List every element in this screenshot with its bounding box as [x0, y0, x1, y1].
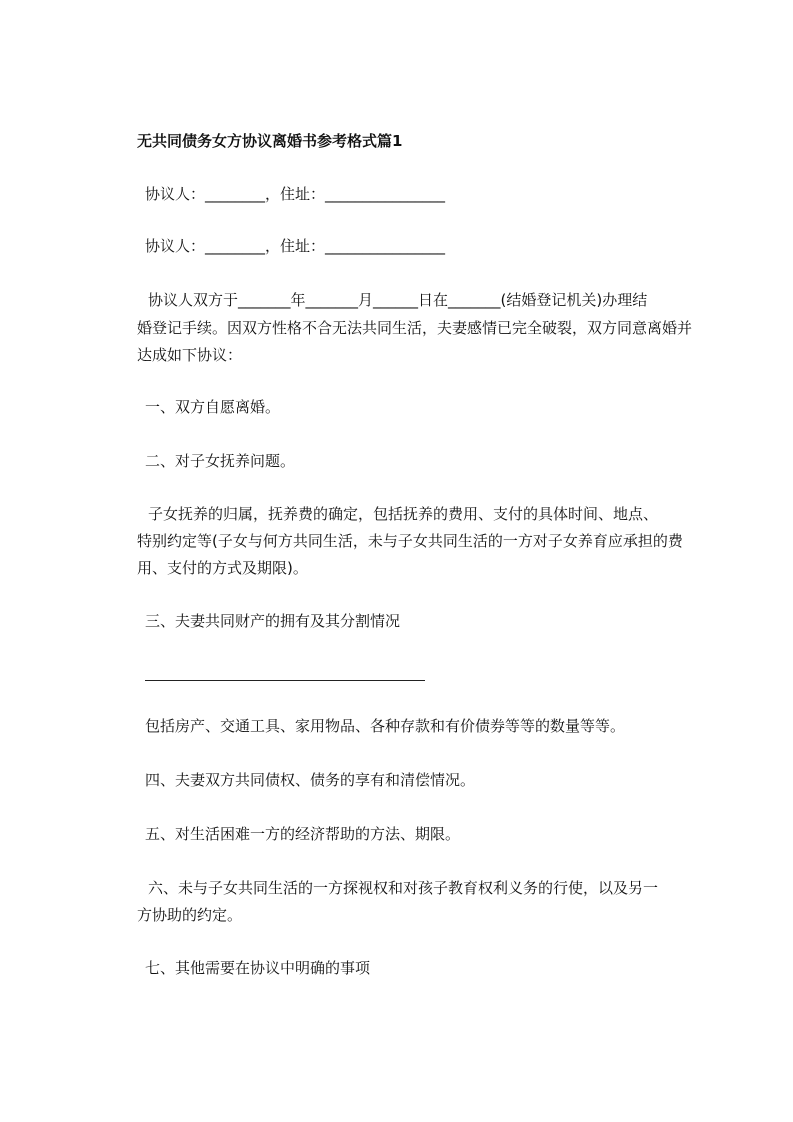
- item-4: 四、夫妻双方共同债权、债务的享有和清偿情况。: [145, 771, 476, 789]
- item-3-detail: 包括房产、交通工具、家用物品、各种存款和有价债券等等的数量等等。: [145, 717, 626, 735]
- document-title: 无共同债务女方协议离婚书参考格式篇1: [137, 132, 403, 150]
- item-2-detail-line-3: 用、支付的方式及期限)。: [137, 559, 308, 577]
- item-1: 一、双方自愿离婚。: [145, 398, 281, 416]
- item-6-line-2: 方协助的约定。: [137, 906, 243, 924]
- item-6-line-1: 六、未与子女共同生活的一方探视权和对孩子教育权利义务的行使，以及另一: [148, 879, 659, 897]
- intro-line-1: 协议人双方于_______年_______月______日在_______(结婚登记机关)办理结: [148, 291, 648, 309]
- party-2-line: 协议人：________，住址：________________: [145, 237, 446, 255]
- item-5: 五、对生活困难一方的经济帮助的方法、期限。: [145, 825, 461, 843]
- item-2-detail-line-1: 子女抚养的归属，抚养费的确定，包括抚养的费用、支付的具体时间、地点、: [148, 505, 659, 523]
- item-3: 三、夫妻共同财产的拥有及其分割情况: [145, 612, 401, 630]
- item-2: 二、对子女抚养问题。: [145, 452, 296, 470]
- blank-fill-line: [145, 680, 425, 681]
- intro-line-2: 婚登记手续。因双方性格不合无法共同生活，夫妻感情已完全破裂，双方同意离婚并: [137, 319, 693, 337]
- item-2-detail-line-2: 特别约定等(子女与何方共同生活，未与子女共同生活的一方对子女养育应承担的费: [137, 532, 683, 550]
- intro-line-3: 达成如下协议：: [137, 346, 243, 364]
- item-7: 七、其他需要在协议中明确的事项: [145, 959, 371, 977]
- party-1-line: 协议人：________，住址：________________: [145, 185, 446, 203]
